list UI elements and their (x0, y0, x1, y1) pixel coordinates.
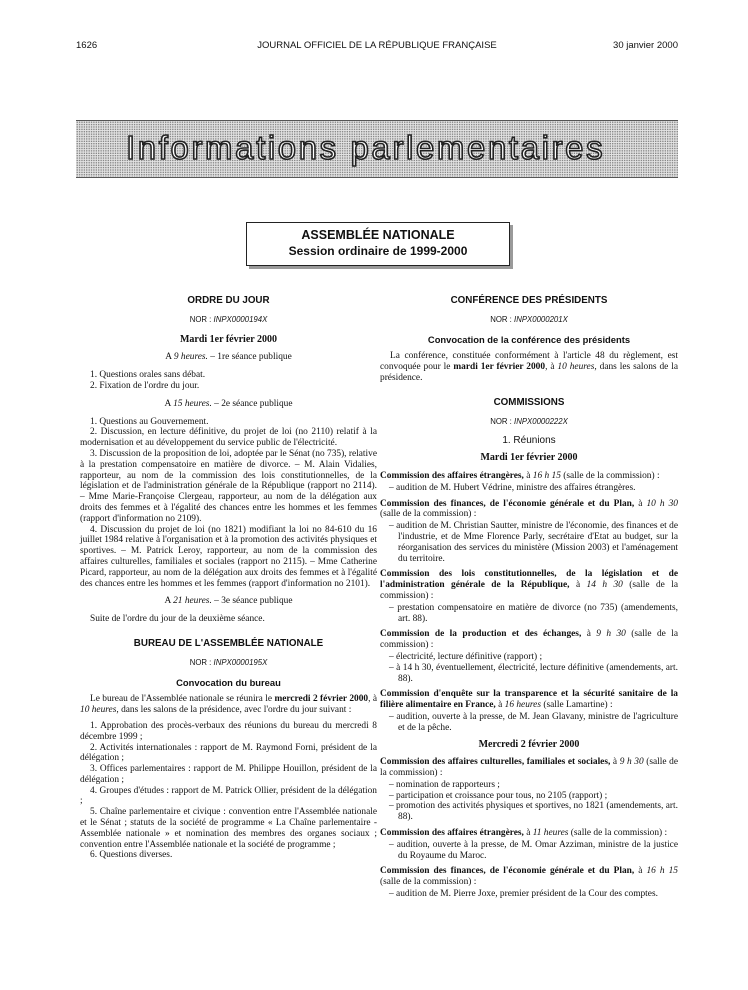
meeting-time: 16 h 15 (532, 470, 561, 481)
heading-text: à (634, 866, 647, 877)
intro-text: , dans les salons de la présidence, avec l'ordre du jour suivant : (116, 705, 352, 716)
agenda-item: – audition, ouverte à la presse, de M. Omar Azziman, ministre de la justice du Royaume du Maroc. (389, 839, 678, 861)
commission-heading (380, 757, 678, 779)
heading-text: à (569, 580, 587, 591)
seance-heading: A 9 heures. – 1re séance publique (165, 352, 292, 363)
nor-reference (380, 315, 678, 326)
commission-name: Commission des lois constitutionnelles, de la législation et de l'administration générale de la République, (380, 569, 678, 591)
meeting-room: (salle de la commission) : (560, 470, 660, 481)
commission-entry (380, 757, 678, 823)
bureau-title: BUREAU DE L'ASSEMBLÉE NATIONALE (133, 637, 324, 649)
commission-heading (380, 471, 678, 482)
commission-heading (380, 629, 678, 651)
banner-title: Informations parlementaires (126, 129, 606, 166)
commission-entry (380, 689, 678, 733)
nor-code: INPX0000194X (213, 314, 268, 324)
bureau-intro (80, 694, 377, 716)
bureau-subtitle: Convocation du bureau (176, 676, 281, 688)
commission-name: Commission de la production et des échanges, (380, 629, 582, 640)
seance-heading: A 21 heures. – 3e séance publique (164, 596, 293, 607)
commission-heading (380, 499, 678, 521)
agenda-item: 2. Discussion, en lecture définitive, du projet de loi (no 2110) relatif à la modernisation et au développement du service public de l'électricité. (80, 427, 377, 449)
agenda-item: 4. Groupes d'études : rapport de M. Patrick Ollier, président de la délégation ; (80, 785, 377, 807)
nor-code: INPX0000222X (514, 416, 568, 426)
nor-reference (380, 417, 678, 428)
seance-heading: A 15 heures. – 2e séance publique (164, 398, 293, 409)
nor-label: NOR : (189, 314, 212, 324)
journal-title: JOURNAL OFFICIEL DE LA RÉPUBLIQUE FRANÇAISE (257, 40, 497, 51)
agenda-item: 2. Fixation de l'ordre du jour. (90, 380, 200, 391)
seance-items (80, 370, 377, 392)
commission-heading (380, 569, 678, 601)
meeting-time: 16 heures (504, 700, 541, 711)
nor-label: NOR : (490, 416, 512, 426)
conference-text-part: , dans les salons de la présidence. (380, 362, 678, 383)
seance-label: – 2e séance publique (214, 398, 293, 409)
agenda-item: – électricité, lecture définitive (rapport) ; (389, 651, 543, 662)
meeting-time: 10 h 30 (646, 498, 678, 509)
seance-label: – 1re séance publique (210, 352, 292, 363)
ordre-du-jour-title: ORDRE DU JOUR (187, 295, 270, 306)
conference-title: CONFÉRENCE DES PRÉSIDENTS (450, 295, 608, 306)
agenda-item: 1. Approbation des procès-verbaux des réunions du bureau du mercredi 8 décembre 1999 ; (80, 720, 377, 742)
session-box-line2: Session ordinaire de 1999-2000 (288, 244, 468, 258)
nor-code: INPX0000201X (514, 314, 568, 324)
commission-days (380, 453, 678, 900)
seance-label: – 3e séance publique (214, 596, 293, 607)
meeting-room: (salle de la commission) : (380, 629, 678, 651)
agenda-note: Suite de l'ordre du jour de la deuxième séance. (90, 614, 265, 625)
meeting-date: Mardi 1er février 2000 (480, 452, 578, 464)
meeting-time: 9 h 30 (596, 629, 626, 640)
commission-entry (380, 471, 678, 494)
left-column (80, 296, 377, 861)
commission-name: Commission des affaires étrangères, (380, 470, 524, 481)
commission-entry (380, 828, 678, 861)
commission-name: Commission des finances, de l'économie générale et du Plan, (380, 866, 635, 877)
intro-date: mercredi 2 février 2000 (274, 694, 369, 705)
commission-name: Commission des finances, de l'économie générale et du Plan, (380, 498, 635, 509)
heading-text: à (523, 828, 533, 839)
commissions-title: COMMISSIONS (493, 396, 565, 408)
session-box-line1: ASSEMBLÉE NATIONALE (301, 228, 455, 242)
nor-reference (80, 315, 377, 326)
meeting-time: 16 h 15 (646, 866, 678, 877)
agenda-item: 2. Activités internationales : rapport de M. Raymond Forni, président de la délégation ; (80, 742, 377, 764)
meeting-time: 11 heures (532, 828, 569, 839)
agenda-item: – audition de M. Pierre Joxe, premier président de la Cour des comptes. (389, 889, 658, 900)
commissions-subtitle: 1. Réunions (502, 435, 556, 447)
session-box (246, 222, 510, 266)
commission-name: Commission des affaires étrangères, (380, 828, 524, 839)
meeting-room: (salle de la commission) : (380, 877, 477, 888)
agenda-item: – audition de M. Christian Sautter, ministre de l'économie, des finances et de l'industrie, et de Mme Florence Parly, secrétaire d'Etat au budget, sur la réorganisation des services du ministère (Mission 2003) et l'aménagement du territoire. (389, 521, 678, 564)
issue-date: 30 janvier 2000 (613, 40, 678, 51)
conference-text (380, 351, 678, 383)
heading-text: à (634, 498, 647, 509)
agenda-item: – audition, ouverte à la presse, de M. Jean Glavany, ministre de l'agriculture et de la pêche. (389, 711, 678, 733)
commission-name: Commission d'enquête sur la transparence et la sécurité sanitaire de la filière alimentaire en France, (380, 689, 678, 711)
meeting-room: (salle de la commission) : (568, 828, 668, 839)
intro-text: Le bureau de l'Assemblée nationale se réunira le (90, 694, 275, 705)
intro-text: , à (368, 694, 378, 705)
agenda-item: – promotion des activités physiques et sportives, no 1821 (amendements, art. 88). (389, 801, 678, 823)
meeting-time: 14 h 30 (586, 580, 623, 591)
agenda-item: – nomination de rapporteurs ; (389, 779, 500, 790)
agenda-item: 1. Questions orales sans débat. (90, 370, 206, 381)
section-banner (76, 120, 678, 178)
commission-heading (380, 828, 678, 839)
conference-text-part: La conférence, constituée conformément à l'article 48 du règlement, est convoquée pour le (380, 351, 678, 373)
agenda-item: – prestation compensatoire en matière de divorce (no 735) (amendements, art. 88). (389, 602, 678, 624)
conference-subtitle: Convocation de la conférence des présidents (427, 333, 631, 345)
seance-items (80, 417, 377, 590)
seance-time: 15 heures. (173, 398, 212, 409)
page-number: 1626 (76, 40, 98, 51)
agenda-item: 3. Offices parlementaires : rapport de M. Philippe Houillon, président de la délégation ; (80, 764, 377, 785)
commission-heading (380, 689, 678, 711)
agenda-item: – à 14 h 30, éventuellement, électricité, lecture définitive (amendements, art. 88). (389, 662, 678, 684)
seance-time: 9 heures. (173, 352, 208, 363)
sitting-date: Mardi 1er février 2000 (179, 333, 278, 345)
intro-time: 10 heures (80, 705, 117, 716)
nor-label: NOR : (490, 314, 512, 324)
agenda-item: – audition de M. Hubert Védrine, ministre des affaires étrangères. (389, 482, 636, 493)
agenda-item: 4. Discussion du projet de loi (no 1821) modifiant la loi no 84-610 du 16 juillet 1984 relative à l'organisation et à la promotion des activités physiques et sportives. – M. Patrick Leroy, rapporteur, au nom de la commission des affaires culturelles, familiales et sociales (rapport no 2115). – Mme Catherine Picard, rapporteur, au nom de la délégation aux droits des femmes et à l'égalité des chances entre les hommes et les femmes (rapport d'information no 2101). (80, 524, 377, 589)
commission-name: Commission des affaires culturelles, familiales et sociales, (380, 757, 611, 768)
nor-reference (80, 658, 377, 669)
commission-entry (380, 866, 678, 899)
agenda-item: – participation et croissance pour tous, no 2105 (rapport) ; (389, 790, 608, 801)
commission-heading (380, 866, 678, 888)
conference-text-part: , à (545, 362, 558, 373)
heading-text: à (523, 470, 533, 481)
conference-time: 10 heures (557, 362, 595, 373)
meeting-room: (salle de la commission) : (380, 757, 678, 779)
heading-text: à (610, 757, 620, 768)
meeting-room: (salle de la commission) : (380, 580, 679, 601)
agenda-item: 3. Discussion de la proposition de loi, adoptée par le Sénat (no 735), relative à la prestation compensatoire en matière de divorce. – M. Alain Vidalies, rapporteur, au nom de la commission des lois constitutionnelles, de la législation et de l'administration générale de la République (rapport no 2114). – Mme Marie-Françoise Clergeau, rapporteur, au nom de la délégation aux droits des femmes et à l'égalité des chances entre les hommes et les femmes (rapport d'information no 2109). (80, 448, 377, 524)
agenda-item: 1. Questions au Gouvernement. (90, 416, 209, 427)
heading-text: à (495, 700, 505, 711)
nor-label: NOR : (189, 657, 212, 667)
commission-entry (380, 569, 678, 624)
meeting-room: (salle de la commission) : (380, 509, 477, 520)
meeting-time: 9 h 30 (619, 757, 644, 768)
bureau-items (80, 721, 377, 861)
heading-text: à (581, 629, 597, 640)
commission-entry (380, 629, 678, 684)
agenda-item: 6. Questions diverses. (90, 850, 173, 861)
nor-code: INPX0000195X (213, 657, 268, 667)
agenda-item: 5. Chaîne parlementaire et civique : convention entre l'Assemblée nationale et le Sénat ; statuts de la société de programme « La Chaîne parlementaire - Assemblée nationale » et nomination des membres des organes sociaux ; convention entre l'Assemblée nationale et la société de programme ; (80, 807, 377, 850)
right-column (380, 296, 678, 905)
meeting-date: Mercredi 2 février 2000 (478, 738, 580, 750)
conference-date: mardi 1er février 2000 (453, 362, 546, 373)
seance-time: 21 heures. (173, 596, 212, 607)
meeting-room: (salle Lamartine) : (541, 700, 613, 711)
page-header (76, 40, 678, 54)
commission-entry (380, 499, 678, 565)
